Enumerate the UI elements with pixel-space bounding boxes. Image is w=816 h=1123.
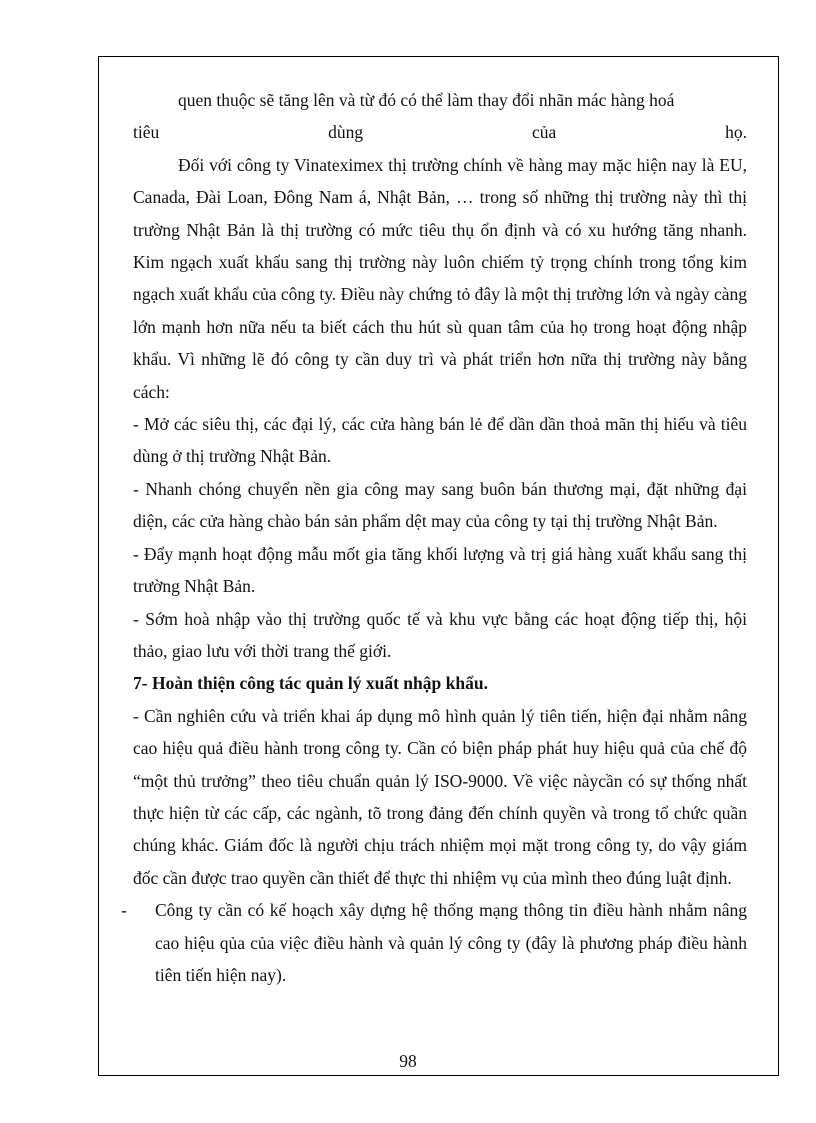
paragraph-management: - Cần nghiên cứu và triển khai áp dụng mô hình quản lý tiên tiến, hiện đại nhằm nâng cao hiệu quả điều hành trong công ty. Cần có biện pháp phát huy hiệu quả của chế độ “một thủ trưởng” theo tiêu chuẩn quản lý ISO-9000. Về việc nàycần có sự thống nhất thực hiện từ các cấp, các ngành, tõ trong đảng đến chính quyền và trong tổ chức quần chúng khác. Giám đốc là người chịu trách nhiệm mọi mặt trong công ty, do vậy giám đốc cần được trao quyền cần thiết để thực thi nhiệm vụ của mình theo đúng luật định. [133, 705, 747, 888]
intro-line-2: tiêu dùng của họ. [133, 122, 747, 143]
bullet-item-supermarkets: - Mở các siêu thị, các đại lý, các cửa hàng bán lẻ để dần dần thoả mãn thị hiếu và tiêu dùng ở thị trường Nhật Bản. [133, 414, 747, 467]
list-item-text: Công ty cần có kế hoạch xây dựng hệ thống mạng thông tin điều hành nhằm nâng cao hiệu qủa của việc điều hành và quản lý công ty (đây là phương pháp điều hành tiên tiến hiện nay). [155, 900, 747, 985]
section-heading: 7- Hoàn thiện công tác quản lý xuất nhập khẩu. [133, 673, 488, 694]
intro-line-1: quen thuộc sẽ tăng lên và từ đó có thể làm thay đổi nhãn mác hàng hoá [178, 90, 675, 110]
bullet-item-trade-shift: - Nhanh chóng chuyển nền gia công may sang buôn bán thương mại, đặt những đại diện, các cửa hàng chào bán sản phẩm dệt may của công ty tại thị trường Nhật Bản. [133, 478, 747, 532]
bullet-item-fashion-models: - Đẩy mạnh hoạt động mẫu mốt gia tăng khối lượng và trị giá hàng xuất khẩu sang thị trường Nhật Bản. [133, 543, 747, 597]
bullet-item-integration: - Sớm hoà nhập vào thị trường quốc tế và khu vực bằng các hoạt động tiếp thị, hội thảo, giao lưu với thời trang thế giới. [133, 608, 747, 661]
list-dash: - [121, 900, 127, 921]
page-number: 98 [399, 1051, 417, 1071]
document-body [121, 84, 747, 991]
list-item-information-network [121, 894, 747, 991]
paragraph-vinateximex-markets: Đối với công ty Vinateximex thị trường chính về hàng may mặc hiện nay là EU, Canada, Đài Loan, Đông Nam á, Nhật Bản, … trong số những thị trường này thì thị trường Nhật Bản là thị trường có mức tiêu thụ ổn định và có xu hướng tăng nhanh. Kim ngạch xuất khẩu sang thị trường này luôn chiếm tỷ trọng chính trong tổng kim ngạch xuất khẩu của công ty. Điều này chứng tỏ đây là một thị trường lớn và ngày càng lớn mạnh hơn nữa nếu ta biết cách thu hút sù quan tâm của họ trong hoạt động nhập khẩu. Vì những lẽ đó công ty cần duy trì và phát triển hơn nữa thị trường này bằng cách: [133, 154, 747, 402]
